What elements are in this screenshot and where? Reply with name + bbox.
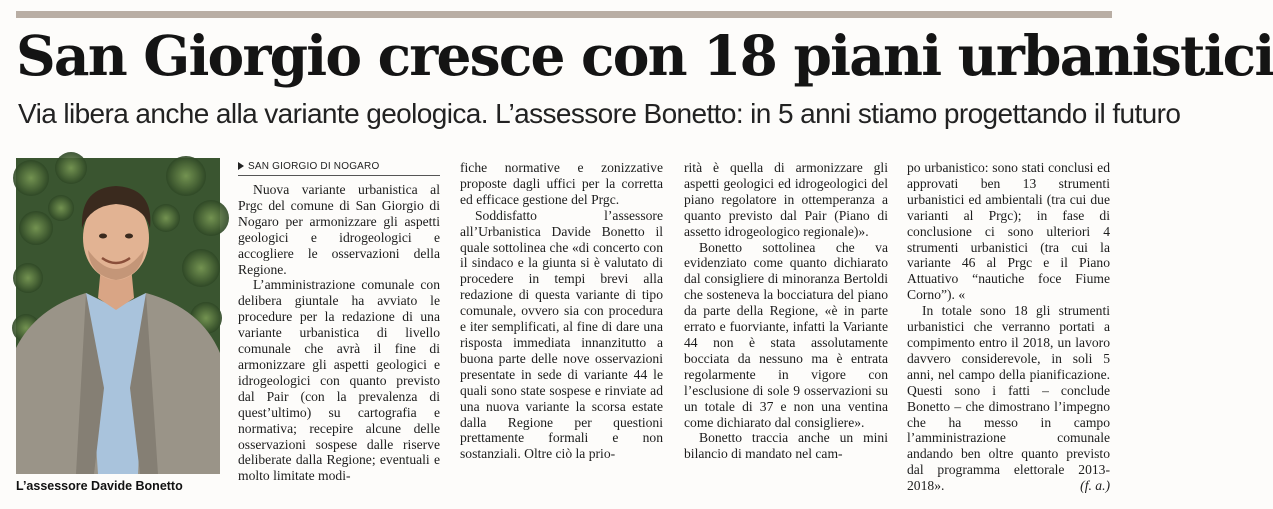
column-4 [907,160,1110,494]
photo-caption: L’assessore Davide Bonetto [16,479,183,493]
column-1 [238,160,440,484]
paragraph: po urbanistico: sono stati conclusi ed approvati ben 13 strumenti urbanistici ed ambientali (tra cui due varianti al Prgc); in fase di conclusione ci sono ulteriori 4 strumenti urbanistici (tra cui la variante 46 al Prgc e il Piano Attuativo “nautiche foce Fiume Corno”). « [907,160,1110,303]
paragraph: rità è quella di armonizzare gli aspetti geologici ed idrogeologici del piano regolatore in ottemperanza a quanto previsto dal Pair (Piano di assetto idrogeologico regionale)». [684,160,888,239]
author-signature: (f. a.) [1080,478,1110,494]
paragraph-text: In totale sono 18 gli strumenti urbanistici che verranno portati a compimento entro il 2018, un lavoro davvero considerevole, in soli 5 anni, nel campo della pianificazione. Questi sono i fatti – conclude Bonetto – che dimostrano l’impegno che ha messo in campo l’amministrazione comunale andando ben oltre quanto previsto dal programma elettorale 2013-2018». [907,303,1110,494]
subhead: Via libera anche alla variante geologica. L’assessore Bonetto: in 5 anni stiamo progettando il futuro [18,98,1181,129]
dateline-text: SAN GIORGIO DI NOGARO [248,161,380,172]
dateline [238,160,440,176]
paragraph: Soddisfatto l’assessore all’Urbanistica Davide Bonetto il quale sottolinea che «di concerto con il sindaco e la giunta si è valutato di procedere in tempi brevi alla redazione di questa variante di tipo comunale, ovvero sia con procedura e iter semplificati, al fine di dare una risposta immediata innanzitutto a buona parte delle nove osservazioni presentate in sede di variante 44 le quali sono state sospese e rinviate ad una nuova variante la scorsa estate dalla Regione per questioni prettamente formali e non sostanziali. Oltre ciò la prio- [460,207,663,462]
triangle-marker-icon [238,162,244,170]
paragraph: fiche normative e zonizzative proposte dagli uffici per la corretta ed efficace gestione del Prgc. [460,160,663,207]
photo-davide-bonetto [16,158,220,474]
paragraph: Bonetto traccia anche un mini bilancio di mandato nel cam- [684,430,888,462]
paragraph: L’amministrazione comunale con delibera giuntale ha avviato le procedure per la redazione di una variante urbanistica di livello comunale che avrà il fine di armonizzare gli aspetti geologici e idrogeologici con quanto previsto dal Pair (con la prevalenza di quest’ultimo) su cartografia e normativa; recepire alcune delle osservazioni sospese dalle riserve deliberate dalla Regione; eventuali e molto limitate modi- [238,277,440,484]
column-3 [684,160,888,462]
column-2 [460,160,663,462]
paragraph [907,303,1110,494]
top-rule [16,11,1112,18]
paragraph: Nuova variante urbanistica al Prgc del comune di San Giorgio di Nogaro per armonizzare gli aspetti geologici e idrogeologici e accogliere le osservazioni della Regione. [238,182,440,277]
headline: San Giorgio cresce con 18 piani urbanistici [16,23,1273,88]
paragraph: Bonetto sottolinea che va evidenziato come quanto dichiarato dal consigliere di minoranza Bertoldi che sosteneva la bocciatura del piano da parte della Regione, «è in parte errato e fuorviante, infatti la Variante 44 non è stata assolutamente bocciata da nessuno ma è entrata regolarmente in vigore con l’esclusione di sole 9 osservazioni su un totale di 37 e non una ventina come dichiarato dal consigliere». [684,239,888,430]
